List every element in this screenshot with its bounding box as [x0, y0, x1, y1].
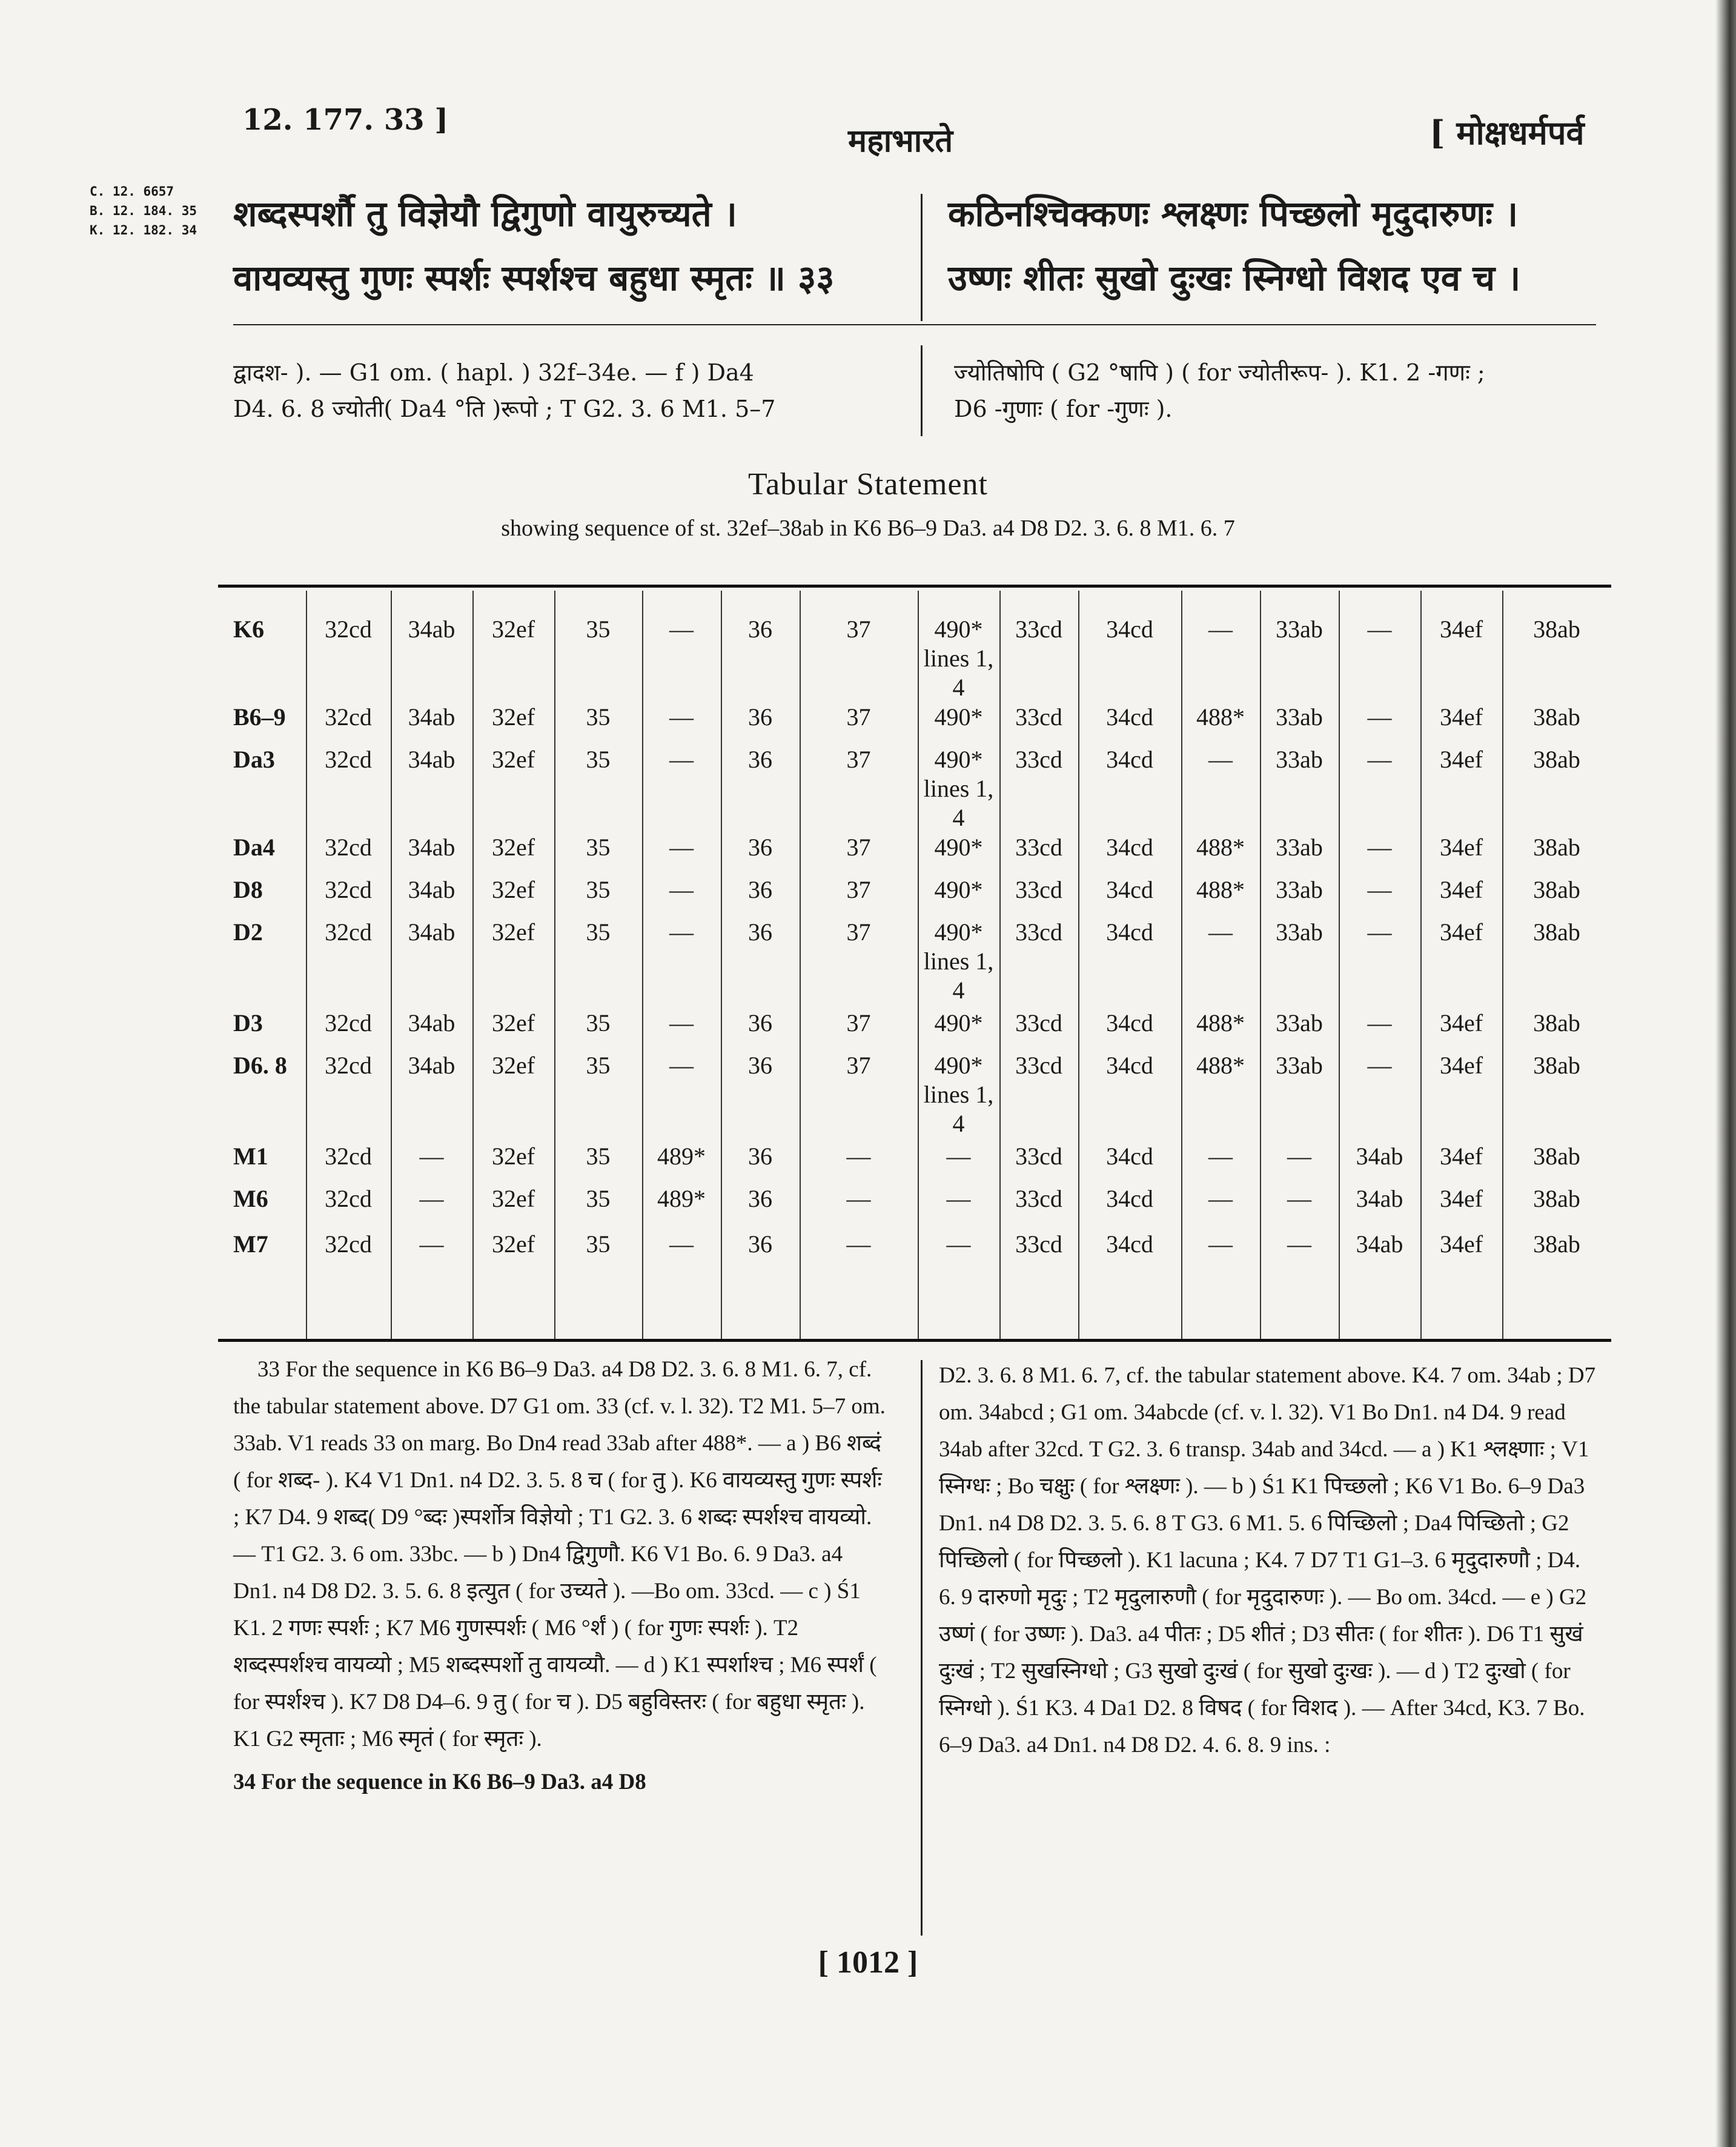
- note-paragraph: 34 For the sequence in K6 B6–9 Da3. a4 D8: [233, 1770, 646, 1794]
- table-cell: 488*: [1196, 1009, 1245, 1037]
- table-cell: 34ab: [408, 834, 456, 861]
- table-cell: 34ef: [1439, 703, 1483, 731]
- table-cell: 32ef: [491, 834, 535, 861]
- table-title: Tabular Statement: [747, 467, 988, 502]
- verse-line: कठिनश्चिक्कणः श्लक्ष्णः पिच्छलो मृदुदारुणः ।: [948, 193, 1519, 234]
- table-cell: —: [846, 1185, 871, 1212]
- table-cell: —: [1367, 703, 1392, 731]
- table-row-label: Da4: [233, 834, 275, 861]
- concordance-line: K. 12. 182. 34: [90, 223, 197, 237]
- table-cell: 36: [748, 918, 772, 946]
- verse-left: [233, 182, 834, 310]
- table-cell: 35: [586, 1230, 611, 1258]
- table-cell: 33ab: [1276, 834, 1323, 861]
- table-cell: 34ab: [408, 703, 456, 731]
- table-cell: —: [1367, 616, 1392, 643]
- table-cell: 37: [846, 876, 871, 903]
- table-cell: —: [669, 876, 694, 903]
- table-cell: 34ef: [1439, 834, 1483, 861]
- table-cell: 34ef: [1439, 1052, 1483, 1079]
- variant-line: ज्योतिषोपि ( G2 °षापि ) ( for ज्योतीरूप- ). K1. 2 -गणः ;: [954, 359, 1485, 386]
- table-cell: —: [669, 918, 694, 946]
- table-cell: 36: [748, 834, 772, 861]
- table-cell: 34cd: [1106, 1052, 1153, 1079]
- table-cell: —: [946, 1185, 971, 1212]
- table-cell: —: [1367, 1052, 1392, 1079]
- table-cell: 490*: [934, 876, 983, 903]
- table-cell: 33cd: [1015, 918, 1062, 946]
- verse-rule: [233, 324, 1596, 325]
- table-cell: 490* lines 1, 4: [923, 616, 994, 701]
- table-cell: 490*: [934, 1009, 983, 1037]
- table-cell: 34ef: [1439, 616, 1483, 643]
- table-cell: 32cd: [325, 1009, 372, 1037]
- table-cell: —: [669, 1230, 694, 1258]
- table-cell: 490* lines 1, 4: [923, 746, 994, 831]
- table-cell: —: [1208, 746, 1233, 773]
- table-cell: 33cd: [1015, 746, 1062, 773]
- table-cell: 34ef: [1439, 918, 1483, 946]
- table-cell: 38ab: [1533, 834, 1580, 861]
- header-reference: 12. 177. 33 ]: [242, 103, 449, 137]
- table-cell: —: [669, 703, 694, 731]
- table-cell: 34cd: [1106, 616, 1153, 643]
- table-cell: —: [1367, 834, 1392, 861]
- table-cell: 488*: [1196, 703, 1245, 731]
- table-cell: 490*: [934, 703, 983, 731]
- table-cell: 33ab: [1276, 746, 1323, 773]
- table-top-rule: [218, 585, 1611, 588]
- table-row-label: M7: [233, 1230, 268, 1258]
- table-row-label: B6–9: [233, 703, 286, 731]
- table-cell: 34ab: [408, 918, 456, 946]
- table-cell: —: [1367, 876, 1392, 903]
- table-cell: 34cd: [1106, 1009, 1153, 1037]
- sequence-table: [218, 591, 1611, 1339]
- verse-right: [948, 182, 1520, 310]
- table-cell: 34ab: [408, 1009, 456, 1037]
- table-cell: 33cd: [1015, 1230, 1062, 1258]
- table-cell: —: [419, 1185, 444, 1212]
- table-cell: 32ef: [491, 876, 535, 903]
- table-cell: 32cd: [325, 1052, 372, 1079]
- table-cell: 488*: [1196, 834, 1245, 861]
- table-cell: 490* lines 1, 4: [923, 1052, 994, 1137]
- table-cell: 34ef: [1439, 1009, 1483, 1037]
- verse-line: उष्णः शीतः सुखो दुःखः स्निग्धो विशद एव च ।: [948, 257, 1521, 299]
- table-cell: 38ab: [1533, 918, 1580, 946]
- table-cell: 32cd: [325, 746, 372, 773]
- table-cell: 490*: [934, 834, 983, 861]
- table-cell: 36: [748, 1185, 772, 1212]
- table-cell: 37: [846, 703, 871, 731]
- table-cell: 32ef: [491, 1185, 535, 1212]
- table-cell: 38ab: [1533, 1230, 1580, 1258]
- table-row-label: D3: [233, 1009, 263, 1037]
- table-cell: 33cd: [1015, 703, 1062, 731]
- table-cell: 33cd: [1015, 616, 1062, 643]
- table-cell: 35: [586, 834, 611, 861]
- table-cell: 35: [586, 1143, 611, 1170]
- concordance-line: B. 12. 184. 35: [90, 204, 197, 218]
- table-cell: —: [669, 1052, 694, 1079]
- table-cell: 34cd: [1106, 1143, 1153, 1170]
- table-cell: 32cd: [325, 876, 372, 903]
- table-cell: —: [419, 1230, 444, 1258]
- header-title: महाभारते: [848, 122, 953, 159]
- table-cell: 32cd: [325, 703, 372, 731]
- table-cell: 38ab: [1533, 1185, 1580, 1212]
- table-subtitle: showing sequence of st. 32ef–38ab in K6 B6–9 Da3. a4 D8 D2. 3. 6. 8 M1. 6. 7: [501, 516, 1235, 541]
- table-cell: —: [946, 1230, 971, 1258]
- notes-right: [939, 1357, 1599, 1764]
- table-cell: 34cd: [1106, 918, 1153, 946]
- table-cell: 37: [846, 746, 871, 773]
- table-row-label: Da3: [233, 746, 275, 773]
- table-cell: 35: [586, 918, 611, 946]
- notes-divider: [921, 1360, 923, 1936]
- note-paragraph: 33 For the sequence in K6 B6–9 Da3. a4 D8 D2. 3. 6. 8 M1. 6. 7, cf. the tabular statement above. D7 G1 om. 33 (cf. v. l. 32). T2 M1. 5–7 om. 33ab. V1 reads 33 on marg. Bo Dn4 read 33ab after 488*. — a ) B6 शब्दं ( for शब्द- ). K4 V1 Dn1. n4 D2. 3. 5. 8 च ( for तु ). K6 वायव्यस्तु गुणः स्पर्शः ; K7 D4. 9 शब्द( D9 °ब्दः )स्पर्शोत्र विज्ञेयो ; T1 G2. 3. 6 शब्दः स्पर्शश्च वायव्यो. — T1 G2. 3. 6 om. 33bc. — b ) Dn4 द्विगुणौ. K6 V1 Bo. 6. 9 Da3. a4 Dn1. n4 D8 D2. 3. 5. 6. 8 इत्युत ( for उच्यते ). —Bo om. 33cd. — c ) Ś1 K1. 2 गणः स्पर्शः ; K7 M6 गुणस्पर्शः ( M6 °र्शं ) ( for गुणः स्पर्शः ). T2 शब्दस्पर्शश्च वायव्यो ; M5 शब्दस्पर्शो तु वायव्यौ. — d ) K1 स्पर्शाश्च ; M6 स्पर्शं ( for स्पर्शश्च ). K7 D8 D4–6. 9 तु ( for च ). D5 बहुविस्तरः ( for बहुधा स्मृतः ). K1 G2 स्मृताः ; M6 स्मृतं ( for स्मृतः ).: [233, 1357, 886, 1751]
- table-cell: 33cd: [1015, 876, 1062, 903]
- table-cell: 33cd: [1015, 1052, 1062, 1079]
- table-cell: 34cd: [1106, 746, 1153, 773]
- table-cell: —: [419, 1143, 444, 1170]
- table-cell: 35: [586, 1009, 611, 1037]
- table-cell: 35: [586, 1185, 611, 1212]
- table-cell: —: [846, 1230, 871, 1258]
- table-cell: 32ef: [491, 746, 535, 773]
- table-cell: —: [846, 1143, 871, 1170]
- table-cell: 32ef: [491, 1143, 535, 1170]
- page-binding-edge: [1715, 0, 1736, 2147]
- table-cell: 36: [748, 616, 772, 643]
- page-number: [ 1012 ]: [818, 1945, 918, 1980]
- table-row-label: D2: [233, 918, 263, 946]
- table-cell: 34cd: [1106, 1185, 1153, 1212]
- table-cell: —: [1367, 918, 1392, 946]
- concordance: [90, 182, 197, 240]
- table-cell: —: [669, 746, 694, 773]
- table-cell: 36: [748, 746, 772, 773]
- table-cell: 34ab: [1356, 1230, 1403, 1258]
- table-cell: —: [1287, 1185, 1311, 1212]
- table-cell: 489*: [657, 1143, 706, 1170]
- table-cell: 34ab: [408, 1052, 456, 1079]
- table-cell: 34cd: [1106, 834, 1153, 861]
- table-row-label: K6: [233, 616, 265, 643]
- table-cell: 37: [846, 834, 871, 861]
- table-cell: 34ab: [408, 876, 456, 903]
- table-cell: 34ab: [408, 746, 456, 773]
- table-cell: 32cd: [325, 1185, 372, 1212]
- table-cell: 32ef: [491, 1230, 535, 1258]
- table-cell: 38ab: [1533, 1143, 1580, 1170]
- variants-left: [233, 354, 775, 427]
- table-cell: 489*: [657, 1185, 706, 1212]
- table-row-label: D6. 8: [233, 1052, 287, 1079]
- table-cell: 32ef: [491, 1009, 535, 1037]
- notes-left: [233, 1351, 887, 1800]
- table-cell: —: [1208, 1185, 1233, 1212]
- table-cell: 34ef: [1439, 1230, 1483, 1258]
- table-cell: 36: [748, 1009, 772, 1037]
- variant-line: D4. 6. 8 ज्योती( Da4 °ति )रूपो ; T G2. 3. 6 M1. 5–7: [233, 396, 776, 422]
- table-cell: 37: [846, 918, 871, 946]
- table-cell: 37: [846, 1009, 871, 1037]
- table-cell: 488*: [1196, 1052, 1245, 1079]
- table-cell: 33ab: [1276, 918, 1323, 946]
- table-cell: —: [1208, 1143, 1233, 1170]
- table-cell: 34ab: [1356, 1143, 1403, 1170]
- table-cell: —: [669, 616, 694, 643]
- table-cell: 33ab: [1276, 616, 1323, 643]
- table-cell: 32ef: [491, 1052, 535, 1079]
- table-cell: 488*: [1196, 876, 1245, 903]
- table-cell: 34ef: [1439, 876, 1483, 903]
- variants-right: [954, 354, 1485, 427]
- table-cell: —: [669, 1009, 694, 1037]
- table-cell: —: [1367, 1009, 1392, 1037]
- verse-line: शब्दस्पर्शौ तु विज्ञेयौ द्विगुणो वायुरुच्यते ।: [233, 193, 737, 234]
- table-cell: 38ab: [1533, 1052, 1580, 1079]
- variant-line: D6 -गुणाः ( for -गुणः ).: [954, 396, 1173, 422]
- table-cell: 34ab: [1356, 1185, 1403, 1212]
- table-cell: 38ab: [1533, 616, 1580, 643]
- table-cell: —: [1208, 918, 1233, 946]
- table-cell: 36: [748, 876, 772, 903]
- table-bottom-rule: [218, 1339, 1611, 1342]
- variant-line: द्वादश- ). — G1 om. ( hapl. ) 32f–34e. — f ) Da4: [233, 359, 754, 386]
- table-cell: 32cd: [325, 1230, 372, 1258]
- table-cell: 33ab: [1276, 876, 1323, 903]
- table-row-label: M6: [233, 1185, 268, 1212]
- table-cell: 34cd: [1106, 876, 1153, 903]
- table-cell: 35: [586, 703, 611, 731]
- table-cell: —: [669, 834, 694, 861]
- table-cell: 34cd: [1106, 703, 1153, 731]
- table-cell: 38ab: [1533, 746, 1580, 773]
- table-cell: 32ef: [491, 616, 535, 643]
- table-cell: 34ef: [1439, 1185, 1483, 1212]
- table-cell: —: [1287, 1143, 1311, 1170]
- table-cell: 32ef: [491, 918, 535, 946]
- table-cell: 33ab: [1276, 1052, 1323, 1079]
- table-cell: —: [1208, 1230, 1233, 1258]
- table-cell: —: [1367, 746, 1392, 773]
- table-row-label: D8: [233, 876, 263, 903]
- table-cell: 32cd: [325, 1143, 372, 1170]
- table-cell: 34cd: [1106, 1230, 1153, 1258]
- concordance-line: C. 12. 6657: [90, 184, 174, 199]
- table-cell: 38ab: [1533, 1009, 1580, 1037]
- table-cell: 35: [586, 746, 611, 773]
- table-cell: 36: [748, 1230, 772, 1258]
- table-cell: 35: [586, 616, 611, 643]
- table-cell: 38ab: [1533, 703, 1580, 731]
- variants-divider: [921, 345, 923, 436]
- table-cell: 33cd: [1015, 834, 1062, 861]
- verse-divider: [921, 194, 923, 321]
- note-paragraph: D2. 3. 6. 8 M1. 6. 7, cf. the tabular statement above. K4. 7 om. 34ab ; D7 om. 34abcd ; G1 om. 34abcde (cf. v. l. 32). V1 Bo Dn1. n4 D4. 9 read 34ab after 32cd. T G2. 3. 6 transp. 34ab and 34cd. — a ) K1 श्लक्ष्णाः ; V1 स्निग्धः ; Bo चक्षुः ( for श्लक्ष्णः ). — b ) Ś1 K1 पिच्छलो ; K6 V1 Bo. 6–9 Da3 Dn1. n4 D8 D2. 3. 5. 6. 8 T G3. 6 M1. 5. 6 पिच्छिलो ; Da4 पिच्छितो ; G2 पिच्छिलो ( for पिच्छलो ). K1 lacuna ; K4. 7 D7 T1 G1–3. 6 मृदुदारुणौ ; D4. 6. 9 दारुणो मृदुः ; T2 मृदुलारुणौ ( for मृदुदारुणः ). — Bo om. 34cd. — e ) G2 उष्णं ( for उष्णः ). Da3. a4 पीतः ; D5 शीतं ; D3 सीतः ( for शीतः ). D6 T1 सुखं दुःखं ; T2 सुखस्निग्धो ; G3 सुखो दुःखं ( for सुखो दुःखः ). — d ) T2 दुःखो ( for स्निग्धो ). Ś1 K3. 4 Da1 D2. 8 विषद ( for विशद ). — After 34cd, K3. 7 Bo. 6–9 Da3. a4 Dn1. n4 D8 D2. 4. 6. 8. 9 ins. :: [939, 1363, 1596, 1757]
- table-cell: —: [1287, 1230, 1311, 1258]
- table-cell: 34ab: [408, 616, 456, 643]
- table-cell: 34ef: [1439, 1143, 1483, 1170]
- table-cell: 36: [748, 1143, 772, 1170]
- header-section: [ मोक्षधर्मपर्व: [1430, 113, 1585, 152]
- table-cell: 35: [586, 876, 611, 903]
- table-cell: 36: [748, 703, 772, 731]
- table-cell: 33ab: [1276, 703, 1323, 731]
- table-cell: 32cd: [325, 616, 372, 643]
- table-row-label: M1: [233, 1143, 268, 1170]
- table-cell: 34ef: [1439, 746, 1483, 773]
- table-cell: 32ef: [491, 703, 535, 731]
- table-cell: 32cd: [325, 834, 372, 861]
- table-cell: 37: [846, 616, 871, 643]
- table-cell: 33cd: [1015, 1185, 1062, 1212]
- verse-line: वायव्यस्तु गुणः स्पर्शः स्पर्शश्च बहुधा स्मृतः ॥ ३३: [233, 257, 835, 299]
- table-cell: 36: [748, 1052, 772, 1079]
- table-cell: —: [946, 1143, 971, 1170]
- table-cell: 33cd: [1015, 1009, 1062, 1037]
- table-cell: —: [1208, 616, 1233, 643]
- table-cell: 490* lines 1, 4: [923, 918, 994, 1004]
- table-cell: 37: [846, 1052, 871, 1079]
- table-cell: 32cd: [325, 918, 372, 946]
- table-cell: 33ab: [1276, 1009, 1323, 1037]
- table-cell: 33cd: [1015, 1143, 1062, 1170]
- table-cell: 35: [586, 1052, 611, 1079]
- table-cell: 38ab: [1533, 876, 1580, 903]
